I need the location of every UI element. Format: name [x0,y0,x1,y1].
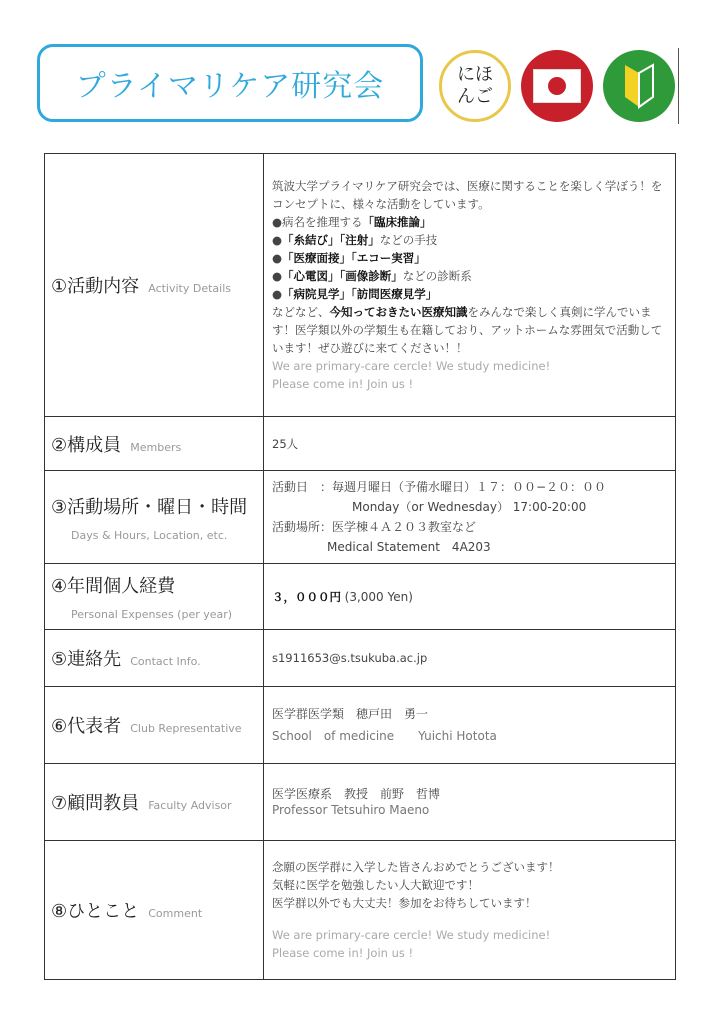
row-members [45,417,676,471]
nihongo-line2: んご [457,86,493,107]
activity-intro: 筑波大学プライマリケア研究会では、医療に関することを楽しく学ぼう！をコンセプトに、様々な活動をしています。 [272,179,663,211]
representative-label-en: Club Representative [130,722,242,735]
row-representative [45,687,676,764]
nihongo-line1: にほ [457,64,493,85]
activity-bullet-1: ●病名を推理する「臨床推論」 [272,215,432,229]
row-activity [45,154,676,417]
row-comment [45,841,676,980]
contact-label-en: Contact Info. [130,655,201,668]
row-expenses [45,564,676,630]
representative-content [264,687,676,764]
beginner-mark-icon [603,50,675,122]
members-value: 25人 [264,417,676,471]
comment-en-1: We are primary-care cercle! We study medicine! [272,928,551,942]
club-title-box [37,44,423,122]
advisor-content [264,764,676,841]
schedule-place-en: Medical Statement 4A203 [327,540,491,554]
row-schedule [45,471,676,564]
japan-flag-icon [521,50,593,122]
schedule-place: 活動場所：医学棟４Ａ２０３教室など [272,520,477,534]
advisor-label: ⑦顧問教員 [51,793,140,814]
advisor-en: Professor Tetsuhiro Maeno [272,803,430,817]
activity-label: ①活動内容 [51,276,140,297]
edge-divider [678,48,679,124]
row-contact [45,630,676,687]
comment-line-1: 念願の医学群に入学した皆さんおめでとうございます！ [272,860,560,874]
comment-label-en: Comment [148,907,203,920]
schedule-day: 活動日 ：毎週月曜日（予備水曜日）１７：００−２０：００ [272,480,607,494]
representative-en: School of medicine Yuichi Hotota [272,729,497,743]
representative-label: ⑥代表者 [51,716,122,737]
schedule-content [264,471,676,564]
activity-bullet-4: ●「心電図」「画像診断」などの診断系 [272,269,472,283]
club-info-table [44,153,676,980]
schedule-label: ③活動場所・曜日・時間 [51,496,248,518]
nihongo-badge [439,50,511,122]
contact-label: ⑤連絡先 [51,649,122,670]
expenses-value: ３，０００円 (3,000 Yen) [264,564,676,630]
comment-line-2: 気軽に医学を勉強したい人大歓迎です！ [272,878,479,892]
advisor-jp: 医学医療系 教授 前野 哲博 [272,787,441,801]
comment-content [264,841,676,980]
activity-outro: などなど、今知っておきたい医療知識をみんなで楽しく真剣に学んでいます！医学類以外の学類生も在籍しており、アットホームな雰囲気で活動しています！ぜひ遊びに来てください！！ [272,305,663,355]
contact-email: s1911653@s.tsukuba.ac.jp [264,630,676,687]
row-advisor [45,764,676,841]
activity-bullet-3: ●「医療面接」「エコー実習」 [272,251,426,265]
advisor-label-en: Faculty Advisor [148,799,232,812]
comment-label: ⑧ひとこと [51,901,140,922]
activity-label-en: Activity Details [148,282,232,295]
comment-line-3: 医学群以外でも大丈夫！参加をお待ちしています！ [272,896,537,910]
schedule-label-en: Days & Hours, Location, etc. [71,528,228,542]
comment-en-2: Please come in! Join us ! [272,946,414,960]
club-title: プライマリケア研究会 [75,69,385,104]
representative-jp: 医学群医学類 穂戸田 勇一 [272,707,429,721]
schedule-day-en: Monday（or Wednesday） 17:00-20:00 [352,500,587,514]
members-label: ②構成員 [51,434,122,456]
members-label-en: Members [130,440,182,454]
activity-bullet-5: ●「病院見学」「訪問医療見学」 [272,287,438,301]
expenses-label-en: Personal Expenses (per year) [71,608,233,621]
activity-en-1: We are primary-care cercle! We study medicine! [272,359,551,373]
activity-bullet-2: ●「糸結び」「注射」などの手技 [272,233,438,247]
activity-content [264,154,676,417]
expenses-label: ④年間個人経費 [51,576,176,597]
activity-en-2: Please come in! Join us ! [272,377,414,391]
